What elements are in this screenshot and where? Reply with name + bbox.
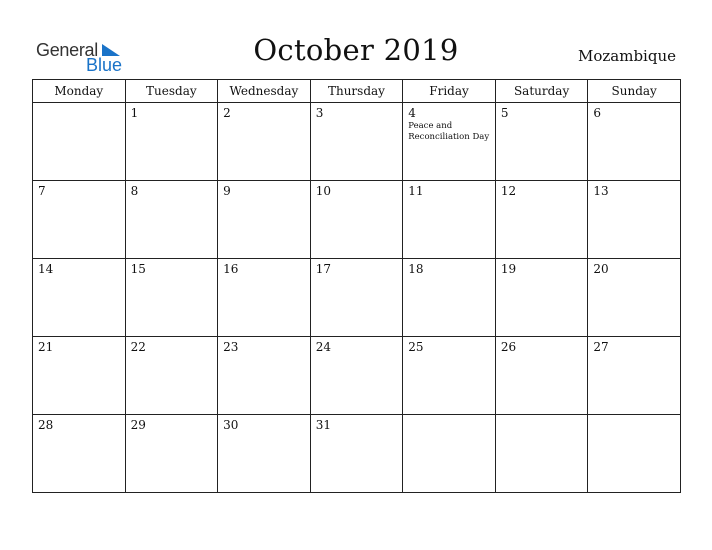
day-number: 13 [593, 184, 609, 198]
day-number: 4 [408, 106, 416, 120]
day-number: 12 [500, 184, 517, 198]
calendar-day-cell [588, 337, 681, 415]
day-number: 6 [593, 106, 602, 120]
calendar-day-cell [125, 181, 218, 259]
calendar-grid [32, 79, 681, 493]
calendar-day-cell [125, 337, 218, 415]
calendar-weeks [33, 103, 681, 493]
calendar-day-cell [495, 181, 588, 259]
calendar-day-cell [495, 103, 588, 181]
weekday-thursday: Thursday [310, 80, 403, 103]
calendar-day-cell [310, 259, 403, 337]
calendar-day-cell [33, 181, 126, 259]
day-number: 17 [315, 262, 331, 276]
calendar-day-cell [403, 337, 496, 415]
calendar-day-cell [125, 259, 218, 337]
calendar-day-cell [33, 259, 126, 337]
day-number [588, 415, 680, 418]
day-number: 21 [38, 340, 54, 354]
day-number: 5 [500, 106, 509, 120]
day-number: 1 [130, 106, 139, 120]
country-name: Mozambique [578, 47, 676, 65]
calendar-day-cell [403, 181, 496, 259]
weekday-header-row [33, 80, 681, 103]
calendar-day-cell [218, 181, 311, 259]
logo-text-general: General [36, 40, 98, 60]
calendar-day-cell [588, 259, 681, 337]
day-number: 7 [38, 184, 46, 198]
day-number: 18 [408, 262, 424, 276]
day-number: 30 [223, 418, 239, 432]
calendar-day-cell [33, 337, 126, 415]
calendar-day-cell [495, 259, 588, 337]
weekday-monday: Monday [33, 80, 126, 103]
calendar-day-cell [218, 415, 311, 493]
calendar-day-cell [310, 103, 403, 181]
calendar-day-cell [310, 181, 403, 259]
logo-text-blue: Blue [86, 55, 123, 75]
day-number: 22 [130, 340, 146, 354]
day-number: 28 [38, 418, 54, 432]
calendar-day-cell [218, 103, 311, 181]
calendar-week-row [33, 415, 681, 493]
day-number: 31 [315, 418, 331, 432]
calendar-week-row [33, 103, 681, 181]
calendar-day-cell [125, 103, 218, 181]
calendar-day-cell [588, 415, 681, 493]
calendar-day-cell [33, 103, 126, 181]
calendar-day-cell [403, 103, 496, 181]
day-number: 20 [593, 262, 609, 276]
page-title: October 2019 [253, 33, 459, 67]
day-number: 19 [500, 262, 517, 276]
calendar-day-cell [495, 415, 588, 493]
calendar-week-row [33, 337, 681, 415]
day-number [496, 415, 588, 418]
weekday-wednesday: Wednesday [218, 80, 311, 103]
calendar-day-cell [33, 415, 126, 493]
day-number: 27 [593, 340, 609, 354]
day-number: 15 [130, 262, 146, 276]
day-number: 8 [130, 184, 139, 198]
day-number: 25 [408, 340, 424, 354]
day-number: 16 [223, 262, 239, 276]
calendar-day-cell [310, 337, 403, 415]
day-number [403, 415, 495, 418]
day-number: 2 [223, 106, 231, 120]
weekday-sunday: Sunday [588, 80, 681, 103]
calendar-day-cell [218, 259, 311, 337]
calendar-day-cell [403, 415, 496, 493]
day-number: 9 [223, 184, 231, 198]
weekday-saturday: Saturday [495, 80, 588, 103]
day-number: 11 [408, 184, 424, 198]
calendar-day-cell [218, 337, 311, 415]
day-number: 10 [315, 184, 331, 198]
weekday-friday: Friday [403, 80, 496, 103]
day-number: 23 [223, 340, 239, 354]
day-number: 3 [315, 106, 324, 120]
day-number: 26 [500, 340, 517, 354]
holiday-label: Peace and Reconciliation Day [408, 121, 490, 142]
weekday-tuesday: Tuesday [125, 80, 218, 103]
calendar-day-cell [310, 415, 403, 493]
day-number: 24 [315, 340, 331, 354]
day-number: 29 [130, 418, 146, 432]
day-number [33, 103, 125, 106]
calendar-day-cell [588, 103, 681, 181]
calendar-day-cell [495, 337, 588, 415]
calendar-week-row [33, 181, 681, 259]
day-number: 14 [38, 262, 54, 276]
calendar-day-cell [125, 415, 218, 493]
calendar-day-cell [588, 181, 681, 259]
calendar-day-cell [403, 259, 496, 337]
calendar-week-row [33, 259, 681, 337]
